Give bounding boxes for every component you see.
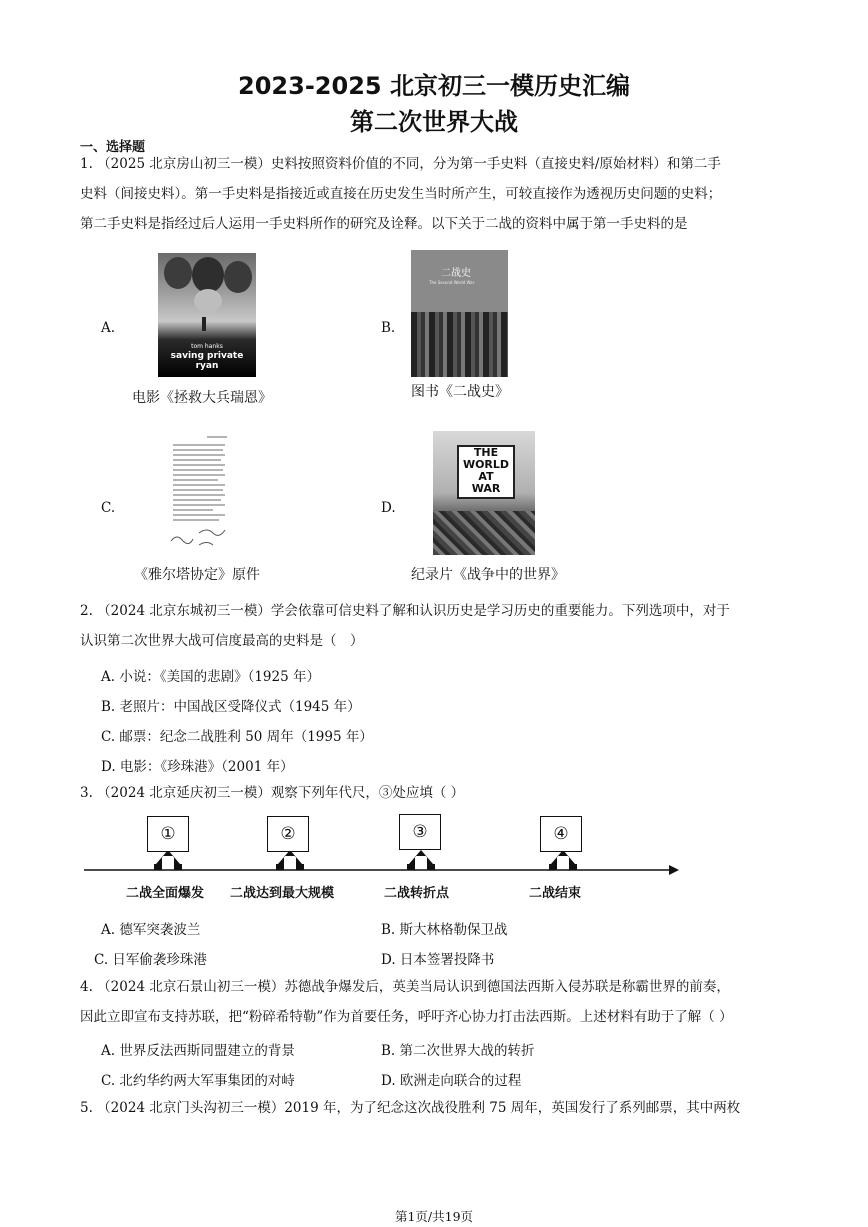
ww2-history-book-image: [411, 250, 508, 377]
timeline-box-1: ①: [147, 816, 189, 852]
q5-stem-line1: 5. （2024 北京门头沟初三一模）2019 年，为了纪念这次战役胜利 75 周年，英国发行了系列邮票，其中两枚: [80, 1100, 741, 1116]
poster-d-world: WORLD: [462, 458, 510, 471]
q2-option-d: D. 电影：《珍珠港》（2001 年）: [101, 759, 294, 775]
q2-option-b: B. 老照片：中国战区受降仪式（1945 年）: [101, 699, 361, 715]
page-subtitle: 第二次世界大战: [350, 108, 518, 136]
timeline-label-2: 二战达到最大规模: [230, 886, 335, 901]
timeline-box-4: ④: [540, 816, 582, 852]
q4-option-a: A. 世界反法西斯同盟建立的背景: [101, 1043, 295, 1059]
timeline-label-3: 二战转折点: [384, 886, 450, 901]
q2-stem-line1: 2. （2024 北京东城初三一模）学会依靠可信史料了解和认识历史是学习历史的重要能力。下列选项中，对于: [80, 603, 730, 619]
yalta-agreement-document-image: [163, 433, 235, 553]
q4-stem-line2: 因此立即宣布支持苏联，把“粉碎希特勒”作为首要任务，呼吁齐心协力打击法西斯。上述材料有助于了解（ ）: [80, 1009, 733, 1025]
q3-option-c: C. 日军偷袭珍珠港: [94, 952, 207, 968]
q3-stem: 3. （2024 北京延庆初三一模）观察下列年代尺，③处应填（ ）: [80, 785, 465, 801]
q4-option-c: C. 北约华约两大军事集团的对峙: [101, 1073, 295, 1089]
timeline-box-3: ③: [399, 814, 441, 850]
q3-option-a: A. 德军突袭波兰: [101, 922, 201, 938]
q1-option-c-label: C.: [101, 500, 116, 516]
q2-option-a: A. 小说：《美国的悲剧》（1925 年）: [101, 669, 320, 685]
q2-stem-line2: 认识第二次世界大战可信度最高的史料是（ ）: [80, 633, 364, 649]
q1-stem-line2: 史料（间接史料）。第一手史料是指接近或直接在历史发生当时所产生，可较直接作为透视历史问题的史料；: [80, 186, 722, 202]
saving-private-ryan-poster-image: [158, 253, 256, 377]
q1-option-d-caption: 纪录片《战争中的世界》: [411, 567, 565, 583]
book-b-title: 二战史: [441, 268, 471, 279]
poster-a-actor: tom hanks: [191, 343, 223, 350]
q1-option-b-label: B.: [381, 320, 396, 336]
poster-d-the: THE: [473, 446, 499, 459]
q3-option-b: B. 斯大林格勒保卫战: [381, 922, 508, 938]
poster-d-at: AT: [478, 470, 494, 483]
q2-option-c: C. 邮票：纪念二战胜利 50 周年（1995 年）: [101, 729, 373, 745]
q4-stem-line1: 4. （2024 北京石景山初三一模）苏德战争爆发后，英美当局认识到德国法西斯入侵苏联是称霸世界的前奏，: [80, 979, 730, 995]
q1-option-c-caption: 《雅尔塔协定》原件: [134, 567, 260, 583]
q1-stem-line1: 1. （2025 北京房山初三一模）史料按照资料价值的不同，分为第一手史料（直接史料/原始材料）和第二手: [80, 156, 721, 172]
timeline-label-1: 二战全面爆发: [126, 886, 205, 901]
q4-option-d: D. 欧洲走向联合的过程: [381, 1073, 522, 1089]
section-heading: 一、选择题: [80, 140, 146, 155]
timeline-box-2: ②: [267, 816, 309, 852]
page-title: 2023-2025 北京初三一模历史汇编: [238, 72, 630, 100]
page-footer: 第1页/共19页: [394, 1209, 474, 1224]
q1-option-d-label: D.: [381, 500, 396, 516]
timeline-label-4: 二战结束: [529, 886, 582, 901]
q1-option-a-label: A.: [101, 320, 116, 336]
q3-option-d: D. 日本签署投降书: [381, 952, 495, 968]
poster-a-title: saving private ryan: [170, 351, 244, 371]
world-at-war-poster-image: [433, 431, 535, 555]
q1-option-a-caption: 电影《拯救大兵瑞恩》: [132, 390, 272, 406]
q1-stem-line3: 第二手史料是指经过后人运用一手史料所作的研究及诠释。以下关于二战的资料中属于第一手史料的是: [80, 216, 688, 232]
book-b-subtitle: The Second World War: [429, 280, 475, 285]
q4-option-b: B. 第二次世界大战的转折: [381, 1043, 535, 1059]
timeline-ruler: [84, 810, 684, 900]
q1-option-b-caption: 图书《二战史》: [411, 384, 509, 400]
poster-d-war: WAR: [471, 482, 501, 495]
